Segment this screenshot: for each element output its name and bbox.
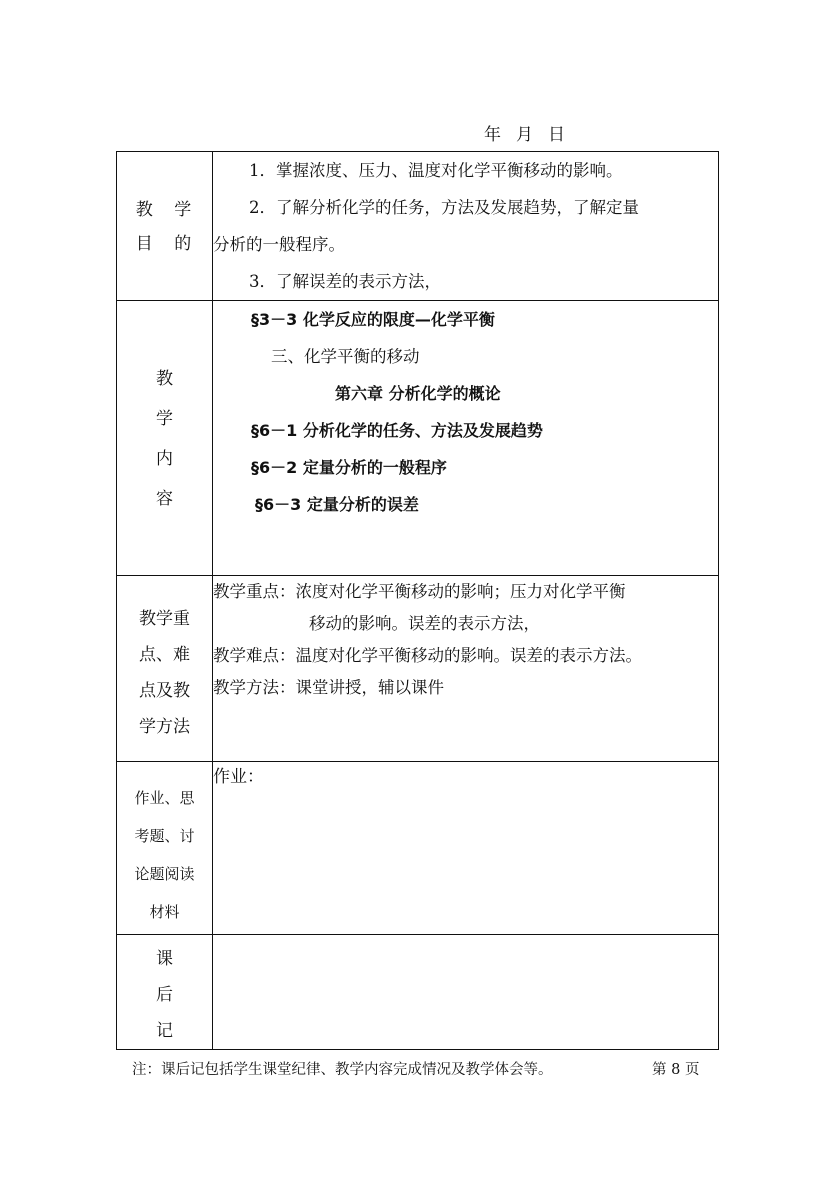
content-row (117, 301, 719, 576)
afterword-content-cell (213, 935, 719, 1050)
afterword-row (117, 935, 719, 1050)
homework-row (117, 762, 719, 935)
section-heading: §6－2 定量分析的一般程序 (251, 458, 447, 477)
objectives-row (117, 152, 719, 301)
content-label-char: 内 (156, 449, 173, 469)
homework-label-line: 论题阅读 (134, 865, 195, 883)
homework-label-cell (117, 762, 213, 935)
date-line (484, 120, 566, 145)
month-label: 月 (516, 125, 534, 145)
focus-text: 浓度对化学平衡移动的影响；压力对化学平衡 (295, 582, 626, 601)
content-label-char: 学 (156, 409, 173, 429)
homework-text: 作业： (213, 767, 264, 787)
homework-label-line: 考题、讨 (134, 827, 195, 845)
key-points-label-line: 教学重 (139, 609, 190, 629)
objectives-label-line: 目 的 (135, 234, 200, 254)
section-heading: §6－1 分析化学的任务、方法及发展趋势 (251, 421, 543, 440)
objective-item: 1．掌握浓度、压力、温度对化学平衡移动的影响。 (249, 161, 623, 180)
objectives-label-line: 教 学 (135, 200, 200, 220)
objectives-label-cell (117, 152, 213, 301)
method-line: 教学方法：课堂讲授，辅以课件 (213, 678, 444, 697)
lesson-plan-table (116, 151, 719, 1050)
key-points-label-line: 学方法 (139, 717, 190, 737)
objective-item: 2．了解分析化学的任务，方法及发展趋势，了解定量 (249, 198, 639, 217)
content-label-char: 容 (156, 489, 173, 509)
objective-item: 分析的一般程序。 (213, 235, 345, 254)
objectives-content-cell (213, 152, 719, 301)
subsection-line: 三、化学平衡的移动 (271, 347, 420, 366)
homework-label-line: 材料 (149, 903, 180, 921)
footer-note: 注：课后记包括学生课堂纪律、教学内容完成情况及教学体会等。 (132, 1062, 553, 1078)
focus-label: 教学重点： (213, 582, 296, 601)
objective-item: 3．了解误差的表示方法， (249, 272, 441, 291)
section-heading: §6－3 定量分析的误差 (255, 495, 419, 514)
afterword-label-char: 课 (156, 949, 173, 969)
content-label-cell (117, 301, 213, 576)
afterword-label-char: 记 (156, 1021, 173, 1041)
content-label-char: 教 (156, 369, 173, 389)
difficulty-line: 教学难点：温度对化学平衡移动的影响。误差的表示方法。 (213, 646, 642, 665)
day-label: 日 (548, 125, 566, 145)
page-number: 第 8 页 (652, 1062, 700, 1078)
key-points-label-line: 点及教 (139, 681, 190, 701)
section-heading: §3－3 化学反应的限度—化学平衡 (251, 310, 495, 329)
homework-content-cell (213, 762, 719, 935)
key-points-content-cell (213, 576, 719, 762)
key-points-label-cell (117, 576, 213, 762)
afterword-label-cell (117, 935, 213, 1050)
chapter-heading: 第六章 分析化学的概论 (335, 384, 501, 403)
homework-label-line: 作业、思 (134, 789, 195, 807)
afterword-label-char: 后 (156, 985, 173, 1005)
year-label: 年 (484, 125, 502, 145)
focus-line (213, 576, 718, 608)
key-points-label-line: 点、难 (139, 645, 190, 665)
content-body-cell (213, 301, 719, 576)
focus-continuation: 移动的影响。误差的表示方法， (309, 614, 540, 633)
key-points-row (117, 576, 719, 762)
